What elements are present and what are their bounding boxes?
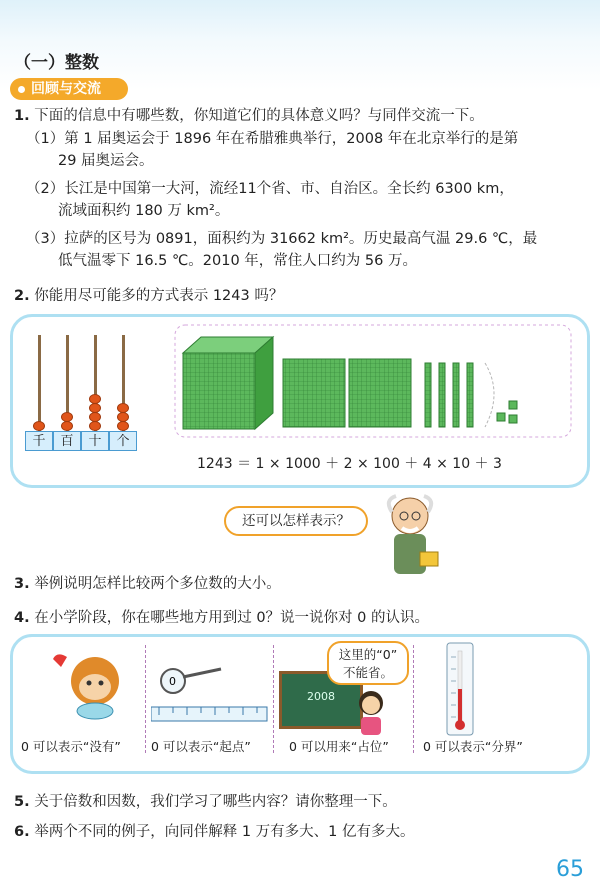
question-number: 6. — [14, 824, 30, 840]
q1-item-2 — [26, 178, 586, 222]
blackboard-year: 2008 — [307, 690, 335, 703]
abacus-bead — [89, 394, 101, 404]
abacus — [23, 335, 163, 455]
abacus-bead — [89, 412, 101, 422]
question-text: 举两个不同的例子，向同伴解释 1 万有多大、1 亿有多大。 — [34, 824, 415, 840]
section-title: （一）整数 — [14, 53, 99, 73]
teacher-icon — [370, 490, 450, 584]
hundred-flat-icon — [349, 359, 411, 427]
abacus-bead — [61, 421, 73, 431]
speech-line: 不能省。 — [342, 665, 393, 680]
abacus-bead — [117, 403, 129, 413]
question-number: 5. — [14, 794, 30, 810]
girl-icon — [351, 689, 391, 735]
item-line: 流域面积约 180 万 km²。 — [58, 203, 230, 219]
speech-line: 这里的“0” — [338, 647, 398, 662]
base-ten-blocks — [173, 323, 573, 443]
thermometer-icon — [445, 641, 475, 737]
abacus-bead — [61, 412, 73, 422]
bullet-icon — [18, 86, 25, 93]
caption-placeholder: 0 可以用来“占位” — [289, 739, 389, 754]
place-ones: 个 — [109, 431, 137, 451]
girl-speech-bubble — [327, 641, 409, 685]
question-text: 关于倍数和因数，我们学习了哪些内容？请你整理一下。 — [34, 794, 397, 810]
monkey-icon — [47, 647, 137, 733]
thousand-cube-icon — [183, 337, 273, 429]
zero-meaning-panel — [10, 634, 590, 774]
divider — [413, 645, 414, 753]
ten-rod-icon — [453, 363, 459, 427]
magnifier-ruler-icon — [151, 667, 271, 727]
item-line: 低气温零下 16.5 ℃。2010 年，常住人口约为 56 万。 — [58, 253, 417, 269]
abacus-bead — [117, 412, 129, 422]
representation-panel — [10, 314, 590, 488]
unit-cube-icon — [509, 401, 517, 409]
question-text: 下面的信息中有哪些数，你知道它们的具体意义吗？与同伴交流一下。 — [34, 108, 484, 124]
item-line: （1）第 1 届奥运会于 1896 年在希腊雅典举行，2008 年在北京举行的是第 — [26, 131, 519, 147]
question-number: 2. — [14, 288, 30, 304]
unit-cube-icon — [509, 415, 517, 423]
expanded-equation: 1243 ＝ 1 × 1000 ＋ 2 × 100 ＋ 4 × 10 ＋ 3 — [197, 456, 502, 472]
review-badge — [10, 78, 128, 100]
hundred-flat-icon — [283, 359, 345, 427]
divider — [145, 645, 146, 753]
ten-rod-icon — [439, 363, 445, 427]
abacus-bead — [89, 403, 101, 413]
question-2 — [14, 286, 283, 307]
place-hundreds: 百 — [53, 431, 81, 451]
q1-item-3 — [26, 228, 586, 272]
caption-none: 0 可以表示“没有” — [21, 739, 121, 754]
caption-start: 0 可以表示“起点” — [151, 739, 251, 754]
question-6 — [14, 822, 415, 843]
badge-label: 回顾与交流 — [31, 81, 101, 97]
q1-item-1 — [26, 128, 586, 172]
place-tens: 十 — [81, 431, 109, 451]
question-3 — [14, 574, 281, 595]
question-text: 举例说明怎样比较两个多位数的大小。 — [34, 576, 281, 592]
item-line: 29 届奥运会。 — [58, 153, 154, 169]
place-thousands: 千 — [25, 431, 53, 451]
abacus-bead — [117, 421, 129, 431]
caption-boundary: 0 可以表示“分界” — [423, 739, 523, 754]
abacus-bead — [33, 421, 45, 431]
svg-text:0: 0 — [169, 675, 176, 688]
abacus-rod — [38, 335, 41, 431]
item-line: （3）拉萨的区号为 0891，面积约为 31662 km²。历史最高气温 29.6 ℃，最 — [26, 231, 538, 247]
ten-rod-icon — [425, 363, 431, 427]
question-number: 1. — [14, 108, 30, 124]
ten-rod-icon — [467, 363, 473, 427]
question-number: 4. — [14, 610, 30, 626]
question-5 — [14, 792, 397, 813]
question-text: 在小学阶段，你在哪些地方用到过 0？说一说你对 0 的认识。 — [34, 610, 429, 626]
item-line: （2）长江是中国第一大河，流经11个省、市、自治区。全长约 6300 km， — [26, 181, 514, 197]
question-number: 3. — [14, 576, 30, 592]
question-1 — [14, 106, 584, 127]
page-number: 65 — [556, 857, 584, 882]
question-4 — [14, 608, 429, 629]
speech-bubble: 还可以怎样表示？ — [224, 506, 368, 536]
abacus-bead — [89, 421, 101, 431]
question-text: 你能用尽可能多的方式表示 1243 吗？ — [34, 288, 284, 304]
unit-cube-icon — [497, 413, 505, 421]
divider — [273, 645, 274, 753]
